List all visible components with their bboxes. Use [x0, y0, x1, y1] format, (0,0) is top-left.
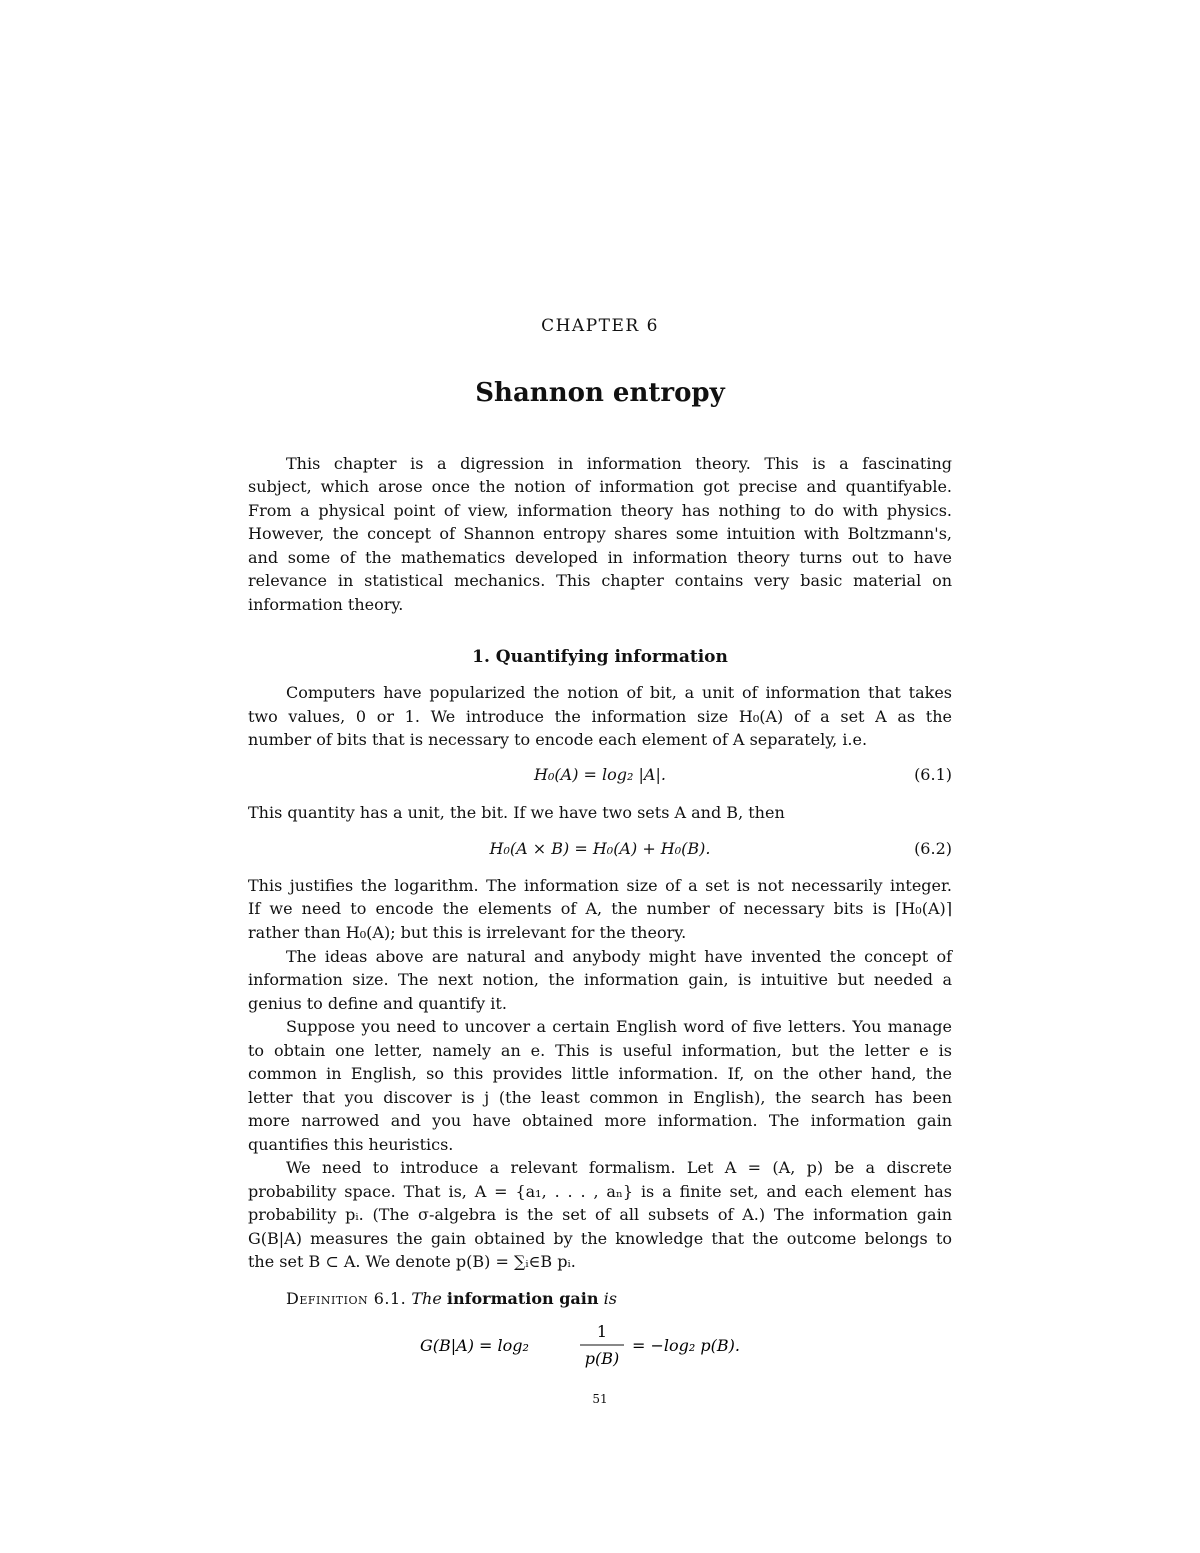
text-line: However, the concept of Shannon entropy shares some intuition with Boltzmann's,: [248, 524, 952, 543]
chapter-label: CHAPTER 6: [541, 316, 659, 336]
definition-label: Definition 6.1.: [286, 1289, 407, 1308]
fraction-numerator: 1: [596, 1322, 608, 1341]
text-line: G(B|A) measures the gain obtained by the knowledge that the outcome belongs to: [248, 1229, 952, 1248]
text-line: We need to introduce a relevant formalism. Let A = (A, p) be a discrete: [286, 1158, 952, 1177]
definition-6-1: [286, 1288, 617, 1310]
text-line: This quantity has a unit, the bit. If we have two sets A and B, then: [248, 803, 785, 822]
text-line: letter that you discover is j (the least common in English), the search has been: [248, 1088, 952, 1107]
fraction-denominator: p(B): [584, 1349, 620, 1368]
equation-body: H₀(A × B) = H₀(A) + H₀(B).: [489, 839, 711, 858]
text-line: and some of the mathematics developed in information theory turns out to have: [248, 548, 952, 567]
page-number: 51: [592, 1392, 608, 1406]
text-line: genius to define and quantify it.: [248, 994, 507, 1013]
equation-body: H₀(A) = log₂ |A|.: [534, 765, 666, 784]
definition-term: information gain: [446, 1289, 599, 1308]
equation-information-gain: [0, 1320, 1200, 1370]
equation-6-2: [248, 835, 952, 863]
text-line: the set B ⊂ A. We denote p(B) = ∑ᵢ∈B pᵢ.: [248, 1252, 576, 1271]
text-line: From a physical point of view, information theory has nothing to do with physics.: [248, 501, 952, 520]
text-line: two values, 0 or 1. We introduce the information size H₀(A) of a set A as the: [248, 707, 952, 726]
chapter-title: Shannon entropy: [475, 378, 725, 408]
text-line: rather than H₀(A); but this is irrelevant for the theory.: [248, 923, 687, 942]
equation-rhs: = −log₂ p(B).: [632, 1336, 740, 1355]
text-line: This chapter is a digression in information theory. This is a fascinating: [286, 454, 952, 473]
equation-number: (6.1): [914, 765, 952, 784]
text-line: If we need to encode the elements of A, the number of necessary bits is ⌈H₀(A)⌉: [248, 899, 952, 918]
text-line: common in English, so this provides little information. If, on the other hand, the: [248, 1064, 952, 1083]
text-line: more narrowed and you have obtained more information. The information gain: [248, 1111, 952, 1130]
text-line: subject, which arose once the notion of information got precise and quantifyable.: [248, 477, 952, 496]
equation-graphic: [420, 1320, 780, 1370]
equation-lhs: G(B|A) = log₂: [420, 1336, 529, 1355]
text-line: Computers have popularized the notion of bit, a unit of information that takes: [286, 683, 952, 702]
text-line: Suppose you need to uncover a certain English word of five letters. You manage: [286, 1017, 952, 1036]
text-line: quantifies this heuristics.: [248, 1135, 454, 1154]
text-line: relevance in statistical mechanics. This chapter contains very basic material on: [248, 571, 952, 590]
text-line: number of bits that is necessary to encode each element of A separately, i.e.: [248, 730, 868, 749]
text-line: This justifies the logarithm. The information size of a set is not necessarily integer.: [248, 876, 952, 895]
text-line: information size. The next notion, the information gain, is intuitive but needed a: [248, 970, 952, 989]
definition-text: The: [411, 1289, 442, 1308]
definition-text: is: [603, 1289, 617, 1308]
equation-number: (6.2): [914, 839, 952, 858]
text-line: to obtain one letter, namely an e. This is useful information, but the letter e is: [248, 1041, 952, 1060]
equation-6-1: [248, 761, 952, 789]
section-heading: 1. Quantifying information: [472, 647, 728, 667]
text-line: information theory.: [248, 595, 404, 614]
text-line: probability pᵢ. (The σ-algebra is the set of all subsets of A.) The information gain: [248, 1205, 952, 1224]
text-line: The ideas above are natural and anybody might have invented the concept of: [286, 947, 952, 966]
text-line: probability space. That is, A = {a₁, . . . , aₙ} is a finite set, and each element has: [248, 1182, 952, 1201]
